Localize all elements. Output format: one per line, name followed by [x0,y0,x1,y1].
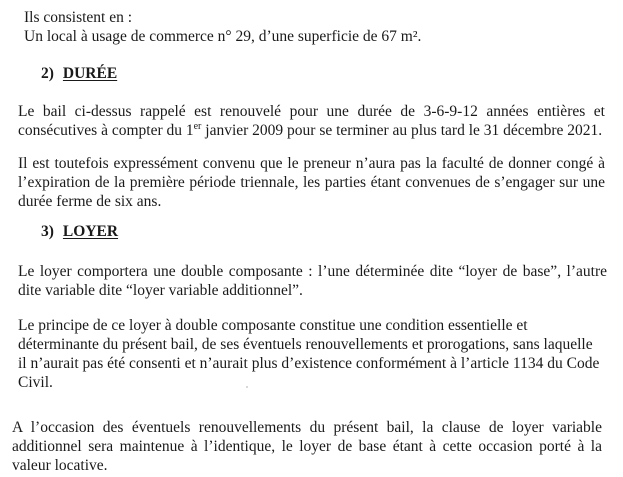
loyer-p2-line-1: Le principe de ce loyer à double composante constitue une condition essentielle et [18,317,528,334]
loyer-p3-line-1: A l’occasion des éventuels renouvellements du présent bail, la clause de loyer variable [12,419,602,436]
duree-p2-line-1: Il est toutefois expressément convenu que le preneur n’aura pas la faculté de donner congé à [18,155,605,172]
loyer-paragraph-1 [18,262,607,300]
heading-loyer-number: 3) [41,223,54,240]
intro-block [24,8,421,46]
intro-line-1: Ils consistent en : [24,9,133,26]
loyer-p1-line-2: dite variable dite “loyer variable additionnel”. [18,282,303,299]
duree-p2-line-3: durée ferme de six ans. [18,193,162,210]
superscript-er: er [193,120,202,132]
loyer-p2-line-2: déterminante du présent bail, de ses éventuels renouvellements et prorogations, sans laquelle [18,336,593,353]
loyer-p2-line-4: Civil. [18,374,53,391]
loyer-p2-line-3: il n’aurait pas été consenti et n’aurait plus d’existence conformément à l’article 1134 du Code [18,355,600,372]
heading-duree [41,64,117,83]
heading-duree-number: 2) [41,65,54,82]
duree-p1-line-2-end: janvier 2009 pour se terminer au plus tard le 31 décembre 2021. [201,122,603,139]
duree-p2-line-2: l’expiration de la première période triennale, les parties étant convenues de s’engager sur une [18,174,605,191]
duree-p1-line-2-start: consécutives à compter du 1 [18,122,194,139]
intro-line-2: Un local à usage de commerce n° 29, d’une superficie de 67 m². [24,28,422,45]
duree-p1-line-2 [18,121,605,140]
heading-loyer [41,222,118,241]
scan-speck [246,386,248,388]
heading-loyer-title: LOYER [62,223,119,240]
duree-paragraph-1 [18,102,605,140]
heading-duree-title: DURÉE [62,65,118,82]
loyer-p1-line-1: Le loyer comportera une double composante : l’une déterminée dite “loyer de base”, l’autre [18,263,607,280]
loyer-p3-line-3: valeur locative. [12,457,108,474]
loyer-p3-line-2: additionnel sera maintenue à l’identique, le loyer de base étant à cette occasion porté à la [12,438,602,455]
duree-p1-line-1: Le bail ci-dessus rappelé est renouvelé pour une durée de 3-6-9-12 années entières et [18,103,605,120]
loyer-paragraph-2 [18,316,600,392]
loyer-paragraph-3 [12,418,602,475]
duree-paragraph-2 [18,154,605,211]
